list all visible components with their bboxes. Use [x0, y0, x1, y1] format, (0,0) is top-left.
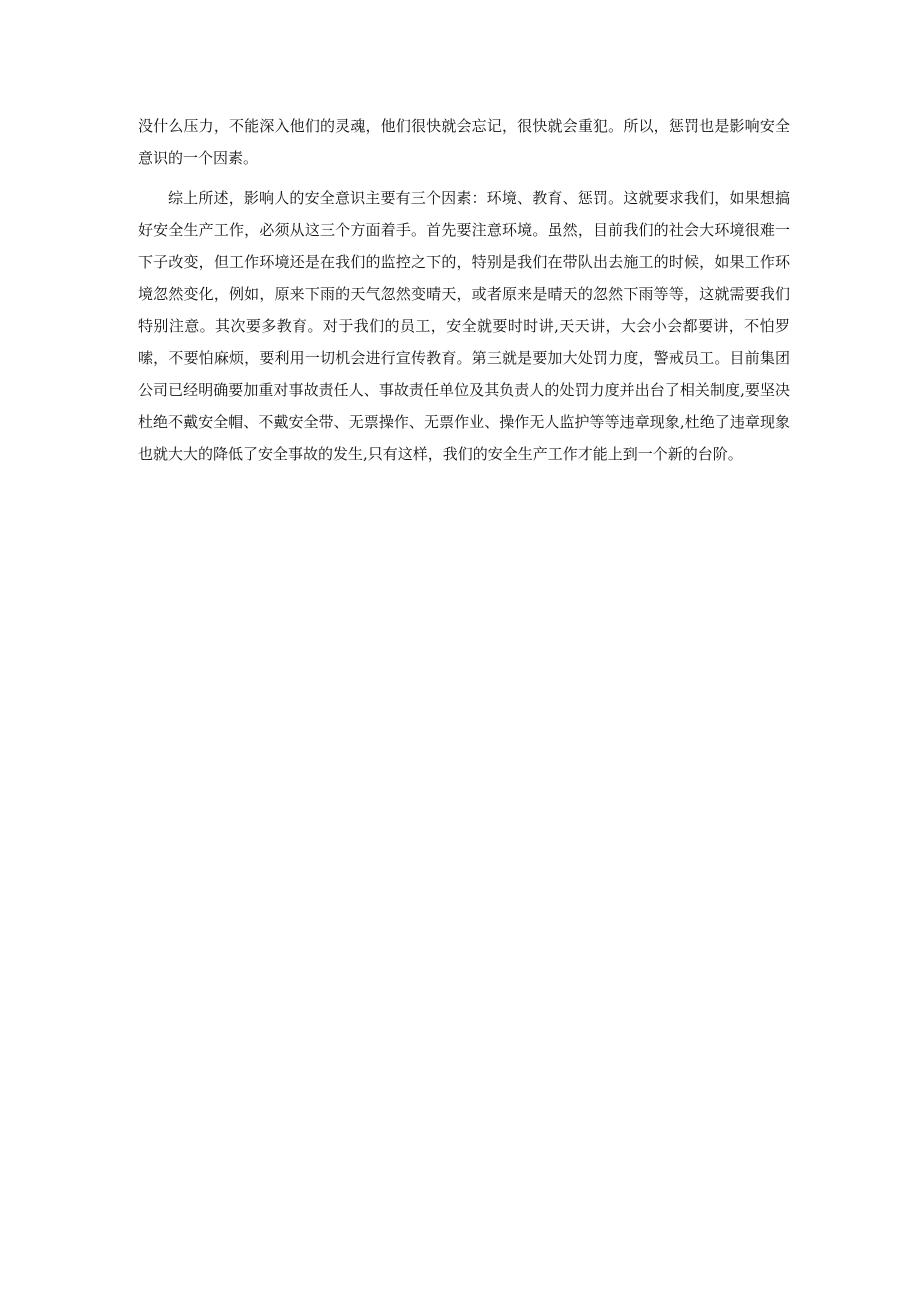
document-body — [138, 110, 790, 470]
paragraph-continuation: 没什么压力，不能深入他们的灵魂，他们很快就会忘记，很快就会重犯。所以，惩罚也是影响安全意识的一个因素。 — [138, 117, 790, 167]
paragraph-summary: 综上所述，影响人的安全意识主要有三个因素：环境、教育、惩罚。这就要求我们，如果想搞好安全生产工作，必须从这三个方面着手。首先要注意环境。虽然，目前我们的社会大环境很难一下子改变，但工作环境还是在我们的监控之下的，特别是我们在带队出去施工的时候，如果工作环境忽然变化，例如，原来下雨的天气忽然变晴天，或者原来是晴天的忽然下雨等等，这就需要我们特别注意。其次要多教育。对于我们的员工，安全就要时时讲,天天讲，大会小会都要讲，不怕罗嗦，不要怕麻烦，要利用一切机会进行宣传教育。第三就是要加大处罚力度，警戒员工。目前集团公司已经明确要加重对事故责任人、事故责任单位及其负责人的处罚力度并出台了相关制度,要坚决杜绝不戴安全帽、不戴安全带、无票操作、无票作业、操作无人监护等等违章现象,杜绝了违章现象也就大大的降低了安全事故的发生,只有这样，我们的安全生产工作才能上到一个新的台阶。 — [138, 189, 790, 463]
